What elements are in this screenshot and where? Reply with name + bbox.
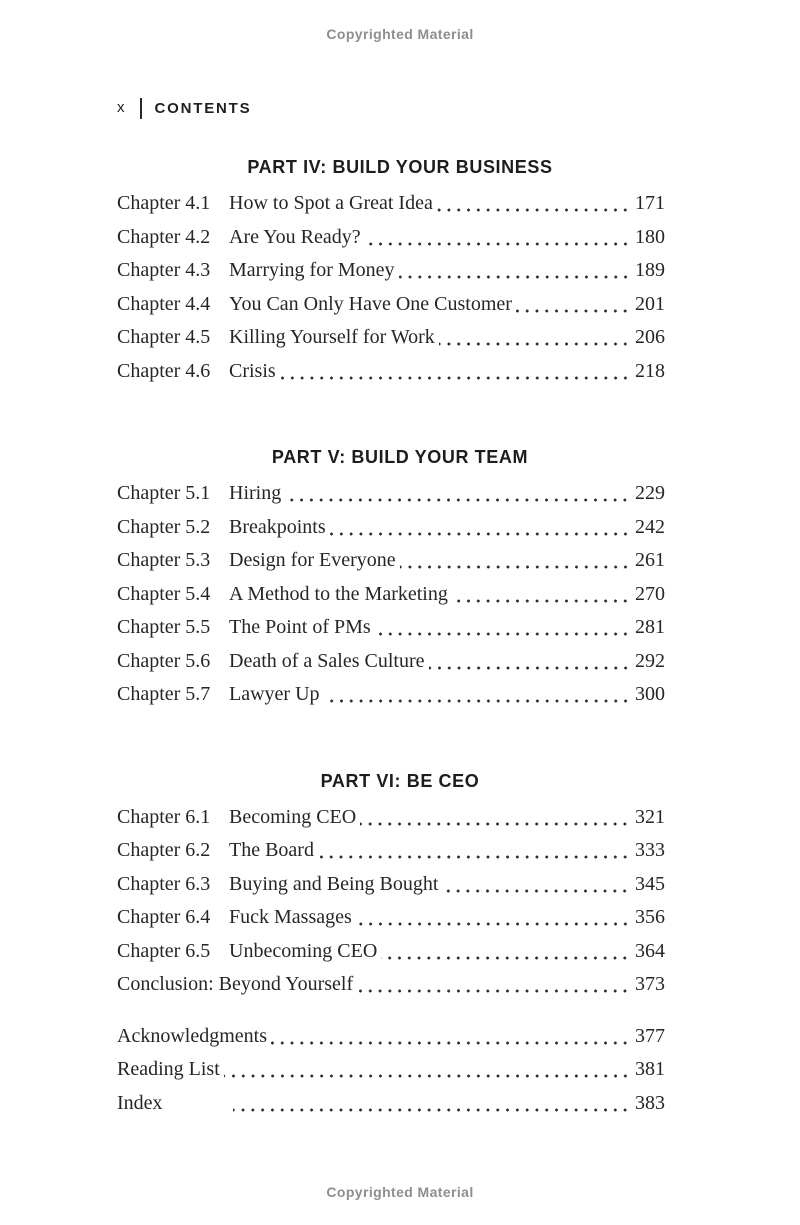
- entry-page-number: 333: [635, 839, 665, 861]
- entry-label: Chapter 5.6: [117, 649, 211, 672]
- dot-leader: [442, 868, 630, 902]
- dot-leader: [360, 801, 630, 835]
- part-heading: PART IV: BUILD YOUR BUSINESS: [247, 157, 553, 177]
- entry-page-number: 206: [635, 326, 665, 348]
- entry-label: Chapter 6.2: [117, 839, 211, 861]
- toc-entry: [117, 221, 665, 255]
- dot-leader: [381, 935, 630, 969]
- entry-page-number: 300: [635, 683, 665, 705]
- toc-entry: [117, 355, 665, 389]
- toc-entry: [117, 645, 665, 679]
- page-number: x: [117, 99, 125, 116]
- entry-title: Unbecoming CEO: [229, 939, 378, 962]
- entry-page-number: 364: [635, 939, 665, 962]
- toc-entry: [117, 901, 665, 935]
- entry-label: Chapter 4.3: [117, 259, 211, 281]
- entry-label: Chapter 5.5: [117, 616, 211, 638]
- entry-title: Reading List: [117, 1058, 220, 1080]
- dot-leader: [439, 321, 630, 355]
- dot-leader: [399, 254, 630, 288]
- entry-page-number: 383: [635, 1091, 665, 1114]
- dot-leader: [324, 678, 630, 712]
- entry-label: Chapter 6.1: [117, 805, 211, 828]
- entry-title: How to Spot a Great Idea: [229, 192, 433, 214]
- entry-label: Chapter 5.3: [117, 549, 211, 571]
- dot-leader: [271, 1020, 630, 1054]
- entry-label: Index: [117, 1091, 163, 1114]
- entry-title: Lawyer Up: [229, 683, 320, 705]
- entry-page-number: 345: [635, 872, 665, 895]
- header-divider-bar: [140, 98, 142, 119]
- toc-entry: [117, 511, 665, 545]
- entry-page-number: 261: [635, 549, 665, 571]
- toc-entry: [117, 254, 665, 288]
- toc-entry: [117, 868, 665, 902]
- header-title: CONTENTS: [154, 99, 252, 117]
- part-section: [117, 155, 665, 388]
- dot-leader: [224, 1053, 630, 1087]
- dot-leader: [318, 834, 630, 868]
- toc-entry: [117, 834, 665, 868]
- part-section: [117, 445, 665, 712]
- entry-title: The Point of PMs: [229, 616, 371, 638]
- dot-leader: [437, 187, 630, 221]
- entry-title: Are You Ready?: [229, 225, 361, 248]
- copyright-notice-top: Copyrighted Material: [326, 26, 474, 42]
- entry-title: Breakpoints: [229, 515, 326, 538]
- entry-label: Chapter 5.7: [117, 683, 211, 705]
- entry-title: Becoming CEO: [229, 805, 357, 828]
- entry-title: Acknowledgments: [117, 1024, 267, 1047]
- entry-title: Killing Yourself for Work: [229, 326, 435, 348]
- dot-leader: [285, 477, 630, 511]
- entry-page-number: 180: [635, 225, 665, 248]
- dot-leader: [516, 288, 630, 322]
- part-heading: PART V: BUILD YOUR TEAM: [271, 447, 529, 467]
- entry-title: You Can Only Have One Customer: [229, 292, 512, 315]
- dot-leader: [357, 968, 630, 1002]
- dot-leader: [356, 901, 630, 935]
- entry-label: Chapter 5.4: [117, 582, 211, 605]
- toc-entry: [117, 935, 665, 969]
- back-matter-list: [117, 1020, 665, 1121]
- part-heading: PART VI: BE CEO: [320, 770, 480, 791]
- entry-page-number: 377: [635, 1024, 665, 1047]
- entry-label: Chapter 5.2: [117, 515, 211, 538]
- page-header: [117, 97, 665, 119]
- entry-page-number: 218: [635, 359, 665, 382]
- toc-entry: [117, 578, 665, 612]
- entry-page-number: 171: [635, 192, 665, 214]
- entry-label: Chapter 6.3: [117, 872, 211, 895]
- toc-entry: [117, 1087, 665, 1121]
- dot-leader: [280, 355, 630, 389]
- entry-title: Fuck Massages: [229, 906, 352, 928]
- dot-leader: [365, 221, 630, 255]
- entry-page-number: 321: [635, 805, 665, 828]
- copyright-notice-bottom: Copyrighted Material: [326, 1184, 474, 1200]
- toc-content: [0, 97, 800, 1120]
- entry-list: [117, 187, 665, 388]
- entry-title: Crisis: [229, 359, 276, 382]
- entry-page-number: 292: [635, 649, 665, 672]
- toc-entry: [117, 678, 665, 712]
- entry-label: Chapter 5.1: [117, 482, 211, 504]
- toc-entry: [117, 611, 665, 645]
- entry-page-number: 201: [635, 292, 665, 315]
- entry-label: Chapter 4.4: [117, 292, 211, 315]
- toc-entry: [117, 187, 665, 221]
- entry-label: Chapter 4.5: [117, 326, 211, 348]
- entry-title: A Method to the Marketing: [229, 582, 448, 605]
- entry-title: Conclusion: Beyond Yourself: [117, 973, 354, 995]
- toc-entry: [117, 477, 665, 511]
- toc-entry: [117, 1053, 665, 1087]
- entry-label: Chapter 4.6: [117, 359, 211, 382]
- entry-page-number: 242: [635, 515, 665, 538]
- entry-page-number: 270: [635, 582, 665, 605]
- toc-entry: [117, 1020, 665, 1054]
- part-section: [117, 769, 665, 1002]
- dot-leader: [375, 611, 630, 645]
- entry-page-number: 189: [635, 259, 665, 281]
- toc-entry: [117, 288, 665, 322]
- entry-title: Marrying for Money: [229, 259, 395, 281]
- entry-title: Buying and Being Bought: [229, 872, 439, 895]
- toc-sections: [117, 155, 665, 1002]
- entry-label: Chapter 6.5: [117, 939, 211, 962]
- entry-list: [117, 477, 665, 712]
- toc-entry: [117, 321, 665, 355]
- dot-leader: [330, 511, 630, 545]
- dot-leader: [429, 645, 631, 679]
- entry-page-number: 373: [635, 973, 665, 995]
- toc-entry: [117, 544, 665, 578]
- entry-title: Death of a Sales Culture: [229, 649, 425, 672]
- entry-label: Chapter 4.1: [117, 192, 211, 214]
- dot-leader: [233, 1087, 630, 1121]
- toc-entry: [117, 801, 665, 835]
- toc-entry: [117, 968, 665, 1002]
- entry-title: The Board: [229, 839, 314, 861]
- entry-page-number: 356: [635, 906, 665, 928]
- entry-label: Chapter 6.4: [117, 906, 211, 928]
- entry-page-number: 281: [635, 616, 665, 638]
- entry-title: Hiring: [229, 482, 282, 504]
- dot-leader: [452, 578, 630, 612]
- entry-page-number: 381: [635, 1058, 665, 1080]
- entry-label: Chapter 4.2: [117, 225, 211, 248]
- entry-list: [117, 801, 665, 1002]
- dot-leader: [400, 544, 630, 578]
- entry-title: Design for Everyone: [229, 549, 396, 571]
- entry-page-number: 229: [635, 482, 665, 504]
